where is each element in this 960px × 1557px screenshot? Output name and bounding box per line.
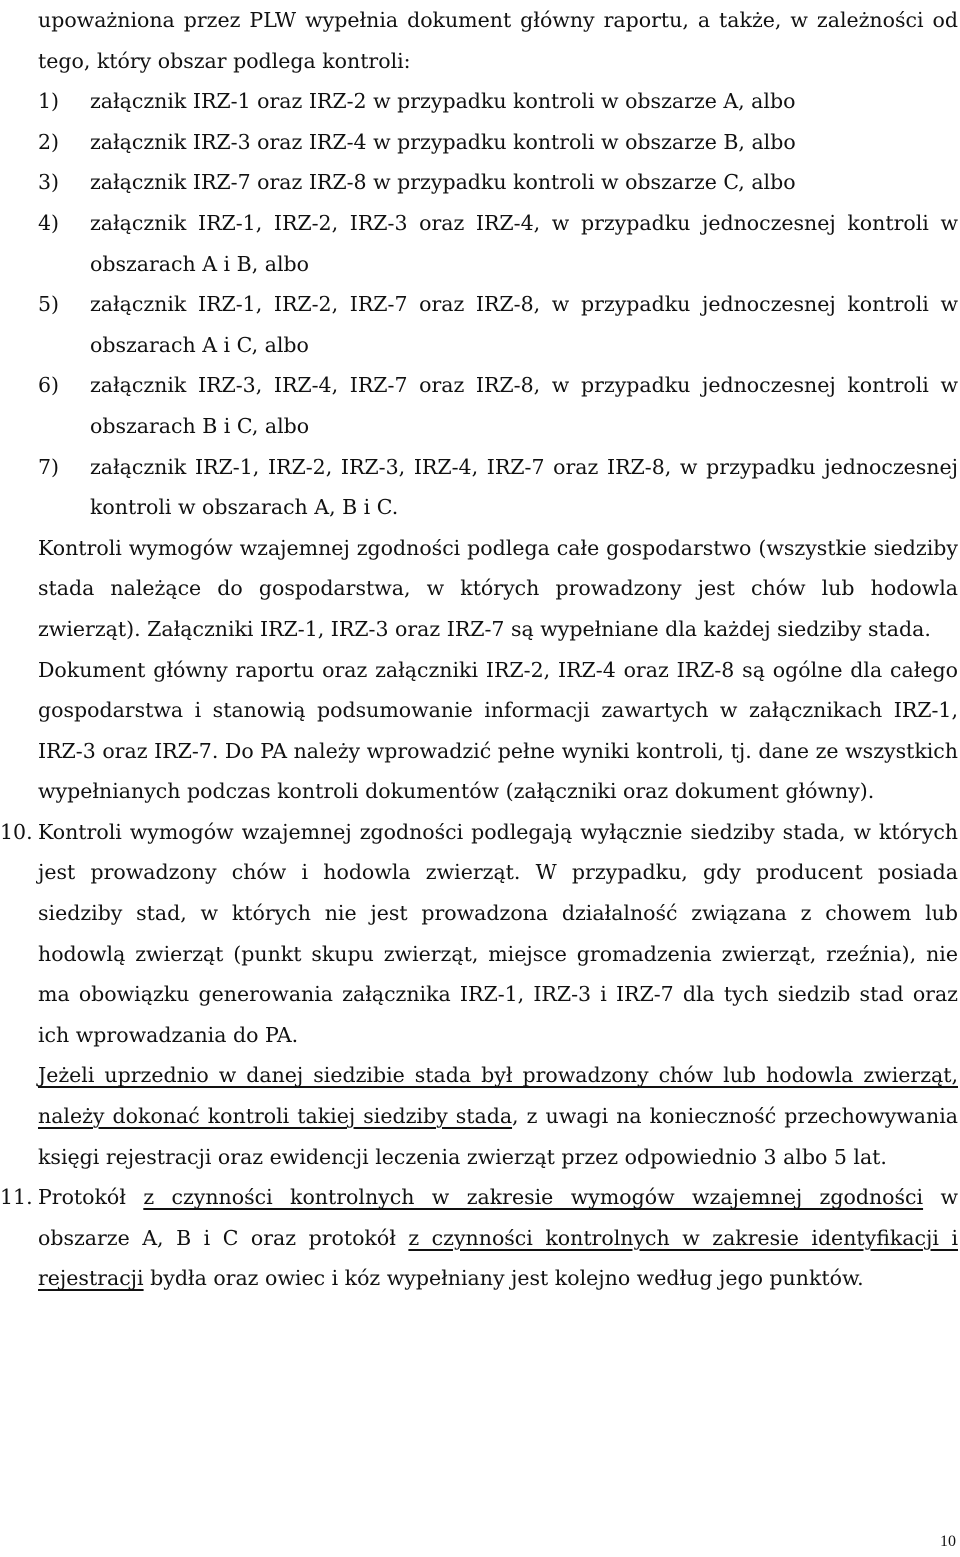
paragraph-scope: Kontroli wymogów wzajemnej zgodności podlega całe gospodarstwo (wszystkie siedziby stada należące do gospodarstwa, w których prowadzony jest chów lub hodowla zwierząt). Załączniki IRZ-1, IRZ-3 oraz IRZ-7 są wypełniane dla każdej siedziby stada.	[38, 535, 958, 641]
list-item-text: załącznik IRZ-1 oraz IRZ-2 w przypadku kontroli w obszarze A, albo	[90, 89, 796, 114]
page-number: 10	[940, 1533, 956, 1550]
list-item-number: 2)	[38, 129, 60, 154]
list-item-number: 7)	[38, 454, 60, 479]
list-item	[38, 447, 958, 528]
list-item	[38, 122, 958, 163]
point-11	[0, 1177, 958, 1299]
list-item-text: załącznik IRZ-1, IRZ-2, IRZ-3 oraz IRZ-4, w przypadku jednoczesnej kontroli w obszarach A i B, albo	[90, 210, 958, 276]
point-number: 10.	[0, 819, 33, 844]
point-10-text: Kontroli wymogów wzajemnej zgodności podlegają wyłącznie siedziby stada, w których jest prowadzony chów i hodowla zwierząt. W przypadku, gdy producent posiada siedziby stad, w których nie jest prowadzona działalność związana z chowem lub hodowlą zwierząt (punkt skupu zwierząt, miejsce gromadzenia zwierząt, rzeźnia), nie ma obowiązku generowania załącznika IRZ-1, IRZ-3 i IRZ-7 dla tych siedzib stad oraz ich wprowadzania do PA.	[38, 819, 958, 1047]
point-11-text	[38, 1177, 958, 1299]
attachment-list	[38, 81, 958, 528]
point-10-note	[38, 1055, 958, 1177]
list-item	[38, 203, 958, 284]
paragraph-main-document: Dokument główny raportu oraz załączniki IRZ-2, IRZ-4 oraz IRZ-8 są ogólne dla całego gospodarstwa i stanowią podsumowanie informacji zawartych w załącznikach IRZ-1, IRZ-3 oraz IRZ-7. Do PA należy wprowadzić pełne wyniki kontroli, tj. dane ze wszystkich wypełnianych podczas kontroli dokumentów (załączniki oraz dokument główny).	[38, 657, 958, 804]
intro-paragraph: upoważniona przez PLW wypełnia dokument główny raportu, a także, w zależności od tego, który obszar podlega kontroli:	[38, 8, 958, 73]
list-item	[38, 284, 958, 365]
point-10	[0, 812, 958, 1177]
protocol-title-link: z czynności kontrolnych w zakresie identyfikacji i rejestracji	[38, 1225, 958, 1291]
text-segment: w obszarze A, B i C oraz protokół	[38, 1185, 958, 1250]
list-item	[38, 162, 958, 203]
list-item	[38, 365, 958, 446]
list-item	[38, 81, 958, 122]
point-10-note-rest: , z uwagi na konieczność przechowywania księgi rejestracji oraz ewidencji leczenia zwierząt przez odpowiednio 3 albo 5 lat.	[38, 1104, 958, 1169]
list-item-number: 5)	[38, 292, 60, 317]
list-item-number: 6)	[38, 373, 60, 398]
list-item-number: 4)	[38, 210, 60, 235]
list-item-text: załącznik IRZ-3, IRZ-4, IRZ-7 oraz IRZ-8, w przypadku jednoczesnej kontroli w obszarach B i C, albo	[90, 373, 958, 438]
list-item-number: 1)	[38, 89, 60, 114]
list-item-text: załącznik IRZ-1, IRZ-2, IRZ-3, IRZ-4, IRZ-7 oraz IRZ-8, w przypadku jednoczesnej kontroli w obszarach A, B i C.	[90, 454, 958, 520]
text-segment: Protokół	[38, 1185, 144, 1210]
text-segment: bydła oraz owiec i kóz wypełniany jest kolejno według jego punktów.	[143, 1266, 864, 1291]
list-item-number: 3)	[38, 170, 60, 195]
list-item-text: załącznik IRZ-1, IRZ-2, IRZ-7 oraz IRZ-8, w przypadku jednoczesnej kontroli w obszarach A i C, albo	[90, 292, 958, 357]
protocol-title-link: z czynności kontrolnych w zakresie wymogów wzajemnej zgodności	[143, 1185, 924, 1210]
list-item-text: załącznik IRZ-7 oraz IRZ-8 w przypadku kontroli w obszarze C, albo	[90, 170, 796, 195]
underlined-text: Jeżeli uprzednio w danej siedzibie stada był prowadzony chów lub hodowla zwierząt, należy dokonać kontroli takiej siedziby stada	[38, 1063, 958, 1129]
list-item-text: załącznik IRZ-3 oraz IRZ-4 w przypadku kontroli w obszarze B, albo	[90, 129, 796, 154]
point-number: 11.	[0, 1185, 33, 1210]
